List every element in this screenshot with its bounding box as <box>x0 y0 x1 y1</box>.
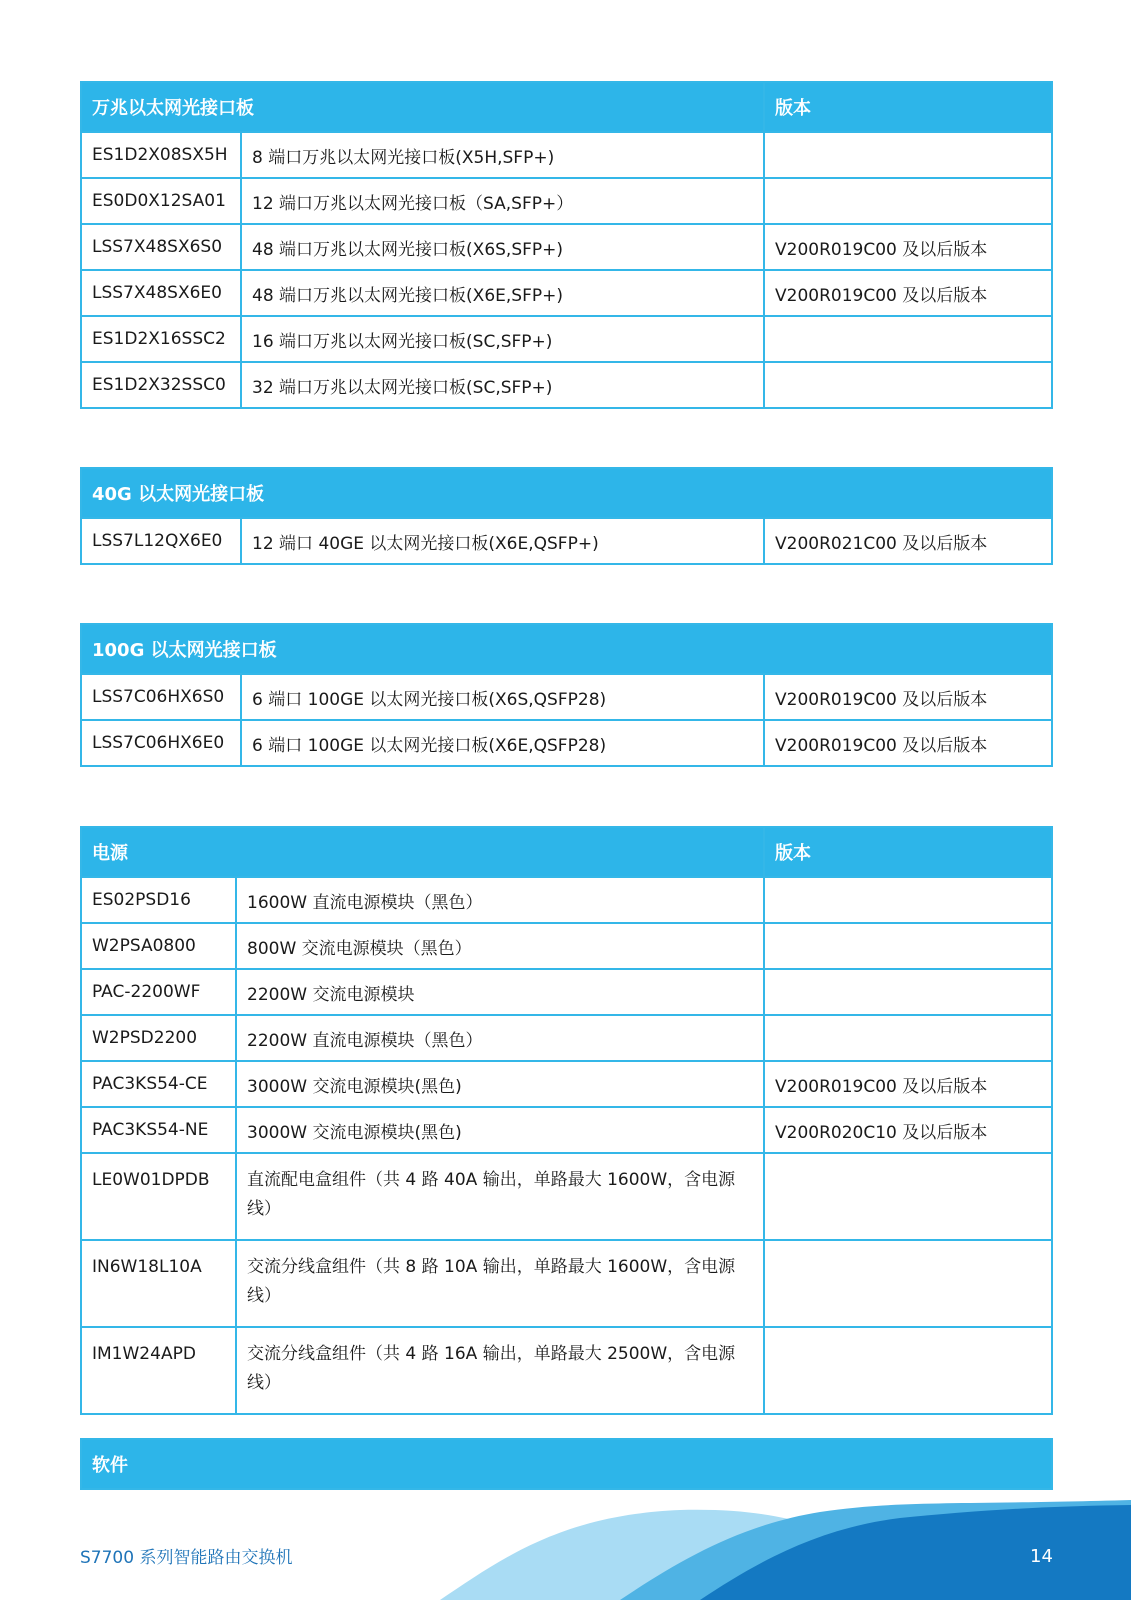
model-cell: IN6W18L10A <box>81 1240 236 1327</box>
version-cell <box>764 178 1052 224</box>
description-cell: 3000W 交流电源模块(黑色) <box>236 1061 764 1107</box>
table-row <box>81 1015 1052 1061</box>
description-cell: 6 端口 100GE 以太网光接口板(X6S,QSFP28) <box>241 674 764 720</box>
model-cell: ES0D0X12SA01 <box>81 178 241 224</box>
table-header-title: 万兆以太网光接口板 <box>81 82 764 132</box>
table-power-supplies <box>80 826 1053 1415</box>
version-cell: V200R019C00 及以后版本 <box>764 674 1052 720</box>
version-cell: V200R019C00 及以后版本 <box>764 1061 1052 1107</box>
description-cell: 2200W 交流电源模块 <box>236 969 764 1015</box>
model-cell: PAC3KS54-CE <box>81 1061 236 1107</box>
description-cell: 直流配电盒组件（共 4 路 40A 输出，单路最大 1600W，含电源线） <box>236 1153 764 1240</box>
table-header-version: 版本 <box>764 827 1052 877</box>
table-row <box>81 1153 1052 1240</box>
table-row <box>81 1327 1052 1414</box>
version-cell: V200R020C10 及以后版本 <box>764 1107 1052 1153</box>
description-cell: 48 端口万兆以太网光接口板(X6S,SFP+) <box>241 224 764 270</box>
version-cell <box>764 316 1052 362</box>
description-cell: 2200W 直流电源模块（黑色） <box>236 1015 764 1061</box>
table-row <box>81 316 1052 362</box>
version-cell: V200R021C00 及以后版本 <box>764 518 1052 564</box>
table-10ge-boards <box>80 81 1053 409</box>
version-cell <box>764 1240 1052 1327</box>
description-cell: 3000W 交流电源模块(黑色) <box>236 1107 764 1153</box>
table-row <box>81 877 1052 923</box>
description-cell: 32 端口万兆以太网光接口板(SC,SFP+) <box>241 362 764 408</box>
version-cell <box>764 132 1052 178</box>
table-header-row <box>81 827 1052 877</box>
model-cell: LSS7C06HX6E0 <box>81 720 241 766</box>
version-cell <box>764 969 1052 1015</box>
version-cell <box>764 1327 1052 1414</box>
table-row <box>81 969 1052 1015</box>
description-cell: 800W 交流电源模块（黑色） <box>236 923 764 969</box>
description-cell: 12 端口万兆以太网光接口板（SA,SFP+） <box>241 178 764 224</box>
version-cell: V200R019C00 及以后版本 <box>764 720 1052 766</box>
version-cell <box>764 877 1052 923</box>
table-row <box>81 1107 1052 1153</box>
table-row <box>81 923 1052 969</box>
model-cell: ES1D2X32SSC0 <box>81 362 241 408</box>
table-row <box>81 224 1052 270</box>
description-cell: 12 端口 40GE 以太网光接口板(X6E,QSFP+) <box>241 518 764 564</box>
description-cell: 交流分线盒组件（共 4 路 16A 输出，单路最大 2500W，含电源线） <box>236 1327 764 1414</box>
table-row <box>81 1061 1052 1107</box>
table-header-version: 版本 <box>764 82 1052 132</box>
table-row <box>81 178 1052 224</box>
model-cell: LSS7X48SX6E0 <box>81 270 241 316</box>
model-cell: W2PSD2200 <box>81 1015 236 1061</box>
table-header-row <box>81 624 1052 674</box>
version-cell <box>764 1015 1052 1061</box>
footer-title: S7700 系列智能路由交换机 <box>80 1548 293 1568</box>
table-100g-boards <box>80 623 1053 767</box>
model-cell: LSS7L12QX6E0 <box>81 518 241 564</box>
table-row <box>81 132 1052 178</box>
table-row <box>81 1240 1052 1327</box>
model-cell: PAC3KS54-NE <box>81 1107 236 1153</box>
description-cell: 8 端口万兆以太网光接口板(X5H,SFP+) <box>241 132 764 178</box>
model-cell: W2PSA0800 <box>81 923 236 969</box>
description-cell: 6 端口 100GE 以太网光接口板(X6E,QSFP28) <box>241 720 764 766</box>
model-cell: LSS7X48SX6S0 <box>81 224 241 270</box>
model-cell: IM1W24APD <box>81 1327 236 1414</box>
version-cell <box>764 362 1052 408</box>
table-header-row <box>81 82 1052 132</box>
table-40g-boards <box>80 467 1053 565</box>
description-cell: 16 端口万兆以太网光接口板(SC,SFP+) <box>241 316 764 362</box>
description-cell: 1600W 直流电源模块（黑色） <box>236 877 764 923</box>
table-row <box>81 720 1052 766</box>
version-cell: V200R019C00 及以后版本 <box>764 270 1052 316</box>
table-row <box>81 674 1052 720</box>
table-header-row <box>81 1439 1052 1489</box>
model-cell: LE0W01DPDB <box>81 1153 236 1240</box>
model-cell: ES1D2X08SX5H <box>81 132 241 178</box>
table-row <box>81 270 1052 316</box>
description-cell: 交流分线盒组件（共 8 路 10A 输出，单路最大 1600W，含电源线） <box>236 1240 764 1327</box>
table-header-title: 电源 <box>81 827 764 877</box>
model-cell: ES1D2X16SSC2 <box>81 316 241 362</box>
table-row <box>81 362 1052 408</box>
version-cell: V200R019C00 及以后版本 <box>764 224 1052 270</box>
version-cell <box>764 1153 1052 1240</box>
model-cell: PAC-2200WF <box>81 969 236 1015</box>
table-header-title: 100G 以太网光接口板 <box>81 624 1052 674</box>
table-software <box>80 1438 1053 1490</box>
table-header-row <box>81 468 1052 518</box>
page-number: 14 <box>1030 1546 1053 1567</box>
table-header-title: 40G 以太网光接口板 <box>81 468 1052 518</box>
description-cell: 48 端口万兆以太网光接口板(X6E,SFP+) <box>241 270 764 316</box>
version-cell <box>764 923 1052 969</box>
model-cell: ES02PSD16 <box>81 877 236 923</box>
table-row <box>81 518 1052 564</box>
table-header-title: 软件 <box>81 1439 1052 1489</box>
model-cell: LSS7C06HX6S0 <box>81 674 241 720</box>
